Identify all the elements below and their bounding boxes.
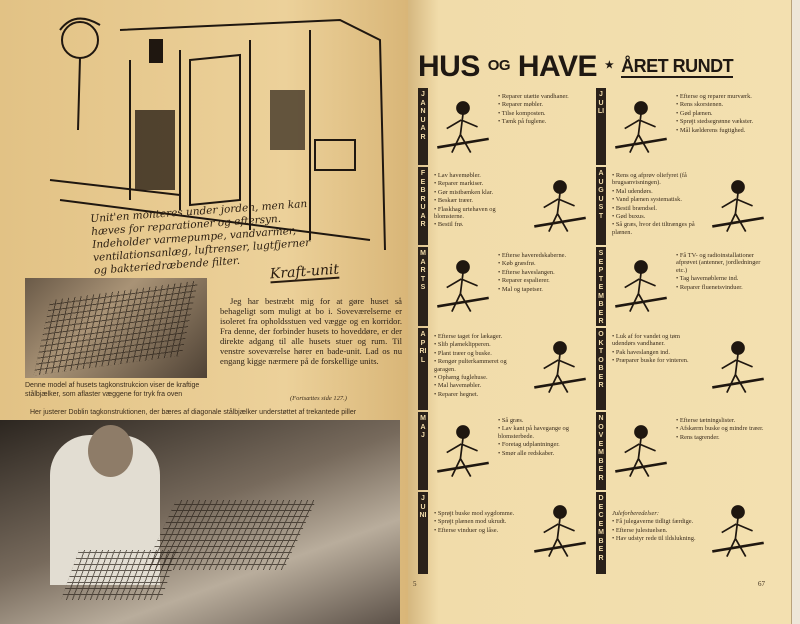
task-item: • Gød buxus. bbox=[612, 213, 702, 220]
worker-illustration bbox=[708, 175, 768, 235]
task-list bbox=[612, 510, 702, 544]
month-december bbox=[596, 492, 772, 574]
task-item: • Lav kant på havegange og blomsterbede. bbox=[498, 425, 588, 440]
month-september bbox=[596, 247, 772, 326]
month-bar bbox=[418, 88, 428, 165]
task-item: • Tag havemøblerne ind. bbox=[676, 275, 766, 282]
worker-illustration bbox=[611, 96, 671, 156]
month-label: JANUAR bbox=[420, 91, 426, 141]
photo-caption: Her justerer Doblin tagkonstruktionen, der bæres af diagonale stålbjælker understøttet af trekantede piller bbox=[30, 409, 357, 416]
task-item: • Efterse og reparer murværk. bbox=[676, 93, 766, 100]
month-juli bbox=[596, 88, 772, 165]
task-item: • Køb græsfrø. bbox=[498, 260, 588, 267]
month-oktober bbox=[596, 328, 772, 410]
title-have: HAVE bbox=[517, 50, 597, 83]
title-og: OG bbox=[487, 57, 511, 74]
month-label: MAJ bbox=[420, 415, 426, 439]
task-item: • Reparer markiser. bbox=[434, 180, 524, 187]
month-label: JULI bbox=[597, 91, 605, 115]
month-bar bbox=[596, 167, 606, 245]
task-item: • Rens skorstenen. bbox=[676, 101, 766, 108]
worker-illustration bbox=[611, 255, 671, 315]
task-item: • Så græs. bbox=[498, 417, 588, 424]
roof-model-photo bbox=[25, 278, 207, 378]
task-item: • Lav havemøbler. bbox=[434, 172, 524, 179]
worker-illustration bbox=[611, 420, 671, 480]
task-list bbox=[676, 252, 766, 292]
kraft-unit-label: Kraft-unit bbox=[269, 261, 340, 283]
title-hus: HUS bbox=[418, 50, 480, 83]
task-item: • Tænk på fuglene. bbox=[498, 118, 588, 125]
month-label: NOVEMBER bbox=[598, 415, 604, 482]
task-item: • Tilse komposten. bbox=[498, 110, 588, 117]
task-item: • Mal havemøbler. bbox=[434, 382, 524, 389]
task-item: • Efterse taget for lækager. bbox=[434, 333, 524, 340]
task-item: • Luk af for vandet og tøm udendørs vandhaner. bbox=[612, 333, 702, 348]
month-bar bbox=[418, 247, 428, 326]
month-label: DECEMBER bbox=[598, 495, 604, 562]
month-label: MARTS bbox=[420, 250, 426, 291]
month-marts bbox=[418, 247, 594, 326]
task-item: • Gør mistbænken klar. bbox=[434, 189, 524, 196]
task-item: • Afskærm buske og mindre træer. bbox=[676, 425, 766, 432]
month-bar bbox=[418, 492, 428, 574]
task-item: • Mal udendørs. bbox=[612, 188, 702, 195]
task-list bbox=[434, 172, 524, 230]
month-label: AUGUST bbox=[598, 170, 604, 220]
task-item: • Plant træer og buske. bbox=[434, 350, 524, 357]
task-item: • Efterse haveredskaberne. bbox=[498, 252, 588, 259]
worker-illustration bbox=[433, 255, 493, 315]
task-item: • Sprøjt buske mod sygdomme. bbox=[434, 510, 524, 517]
task-item: • Rengør pulterkammeret og garagen. bbox=[434, 358, 524, 373]
month-bar bbox=[596, 88, 606, 165]
title-aret-rundt: ÅRET RUNDT bbox=[621, 56, 734, 76]
task-item: • Reparer hegnet. bbox=[434, 391, 524, 398]
worker-illustration bbox=[708, 336, 768, 396]
task-item: • Reparer fluenetsvinduer. bbox=[676, 284, 766, 291]
doblin-photo bbox=[0, 420, 400, 624]
task-item: • Få TV- og radioinstallationer afprøvet (antenner, jordledninger etc.) bbox=[676, 252, 766, 274]
roof-model-caption: Denne model af husets tagkonstrukcion viser de kraftige stålbjælker, som aflaster væggene for tryk fra oven bbox=[25, 382, 200, 398]
task-list bbox=[612, 172, 702, 237]
task-item: • Rens tagrender. bbox=[676, 434, 766, 441]
article-body: Jeg har bestræbt mig for at gøre huset så behageligt som muligt at bo i. Soveværelserne er isoleret fra opholdsstuen ved vægge og en korridor. Fra denne, der forbinder husets to hoveddøre, er der direkte adgang til alle husets stuer og rum. Til venstre soveværelse hører en bade-unit. Lad os nu engang kigge nærmere på de forskellige units. bbox=[220, 296, 402, 366]
month-juni bbox=[418, 492, 594, 574]
task-item: • Sprøjt stedsegrønne vækster. bbox=[676, 118, 766, 125]
task-item: • Sprøjt plænen mod ukrudt. bbox=[434, 518, 524, 525]
month-label: OKTOBER bbox=[598, 331, 604, 389]
task-list bbox=[676, 93, 766, 135]
page-number-left: 5 bbox=[413, 580, 417, 588]
worker-illustration bbox=[530, 175, 590, 235]
task-item: • Bestil brændsel. bbox=[612, 205, 702, 212]
worker-illustration bbox=[530, 336, 590, 396]
task-item: • Mål kælderens fugtighed. bbox=[676, 127, 766, 134]
task-list bbox=[434, 333, 524, 399]
page-title bbox=[418, 50, 733, 84]
task-item: • Reparer utætte vandhaner. bbox=[498, 93, 588, 100]
task-item: • Pak haveslangen ind. bbox=[612, 349, 702, 356]
task-list bbox=[612, 333, 702, 366]
worker-illustration bbox=[708, 500, 768, 560]
month-bar bbox=[596, 247, 606, 326]
month-bar bbox=[596, 412, 606, 490]
task-list bbox=[498, 252, 588, 294]
month-april bbox=[418, 328, 594, 410]
task-item: • Reparer møbler. bbox=[498, 101, 588, 108]
task-item: • Beskær træer. bbox=[434, 197, 524, 204]
task-item: • Reparer espalierer. bbox=[498, 277, 588, 284]
task-intro: Juleforberedelser: bbox=[612, 510, 659, 517]
month-januar bbox=[418, 88, 594, 165]
month-label: APRIL bbox=[419, 331, 427, 364]
worker-illustration bbox=[433, 96, 493, 156]
task-item: • Efterse tætningslister. bbox=[676, 417, 766, 424]
task-item: • Efterse vinduer og låse. bbox=[434, 527, 524, 534]
task-item: • Præparer buske for vinteren. bbox=[612, 357, 702, 364]
task-item: • Så græs, hvor det tiltrænges på plænen. bbox=[612, 221, 702, 236]
man-head bbox=[88, 425, 133, 477]
task-item: • Efterse julestuelsen. bbox=[612, 527, 702, 534]
month-bar bbox=[596, 492, 606, 574]
task-item: • Slib plæneklipperen. bbox=[434, 341, 524, 348]
task-list bbox=[676, 417, 766, 442]
task-item: • Bestil frø. bbox=[434, 221, 524, 228]
task-item: • Hav udstyr rede til ildslukning. bbox=[612, 535, 702, 542]
month-august bbox=[596, 167, 772, 245]
task-item: • Gød plænen. bbox=[676, 110, 766, 117]
task-item: • Ophæng fuglehuse. bbox=[434, 374, 524, 381]
month-label: SEPTEMBER bbox=[598, 250, 604, 325]
month-bar bbox=[418, 167, 428, 245]
month-bar bbox=[418, 328, 428, 410]
task-item: • Få julegaverne tidligt færdige. bbox=[612, 518, 702, 525]
task-item: • Flaskhag urtehaven og blomsterne. bbox=[434, 206, 524, 221]
task-list bbox=[434, 510, 524, 535]
month-label: JUNI bbox=[419, 495, 427, 519]
task-item: • Smør alle redskaber. bbox=[498, 450, 588, 457]
task-item: • Rens og afprøv oliefyret (få brugsanvisningen). bbox=[612, 172, 702, 187]
right-page bbox=[408, 0, 792, 624]
handwritten-note: Unit'en monteres under jorden, men kan hæves for reparationer og eftersyn. Indeholder varmepumpe, vandvarmer, ventilationsanlæg, luftrenser, lugtfjerner og bakteriedræbende filter. bbox=[90, 197, 311, 277]
page-number: 67 bbox=[758, 580, 765, 588]
month-november bbox=[596, 412, 772, 490]
task-list bbox=[498, 417, 588, 458]
worker-illustration bbox=[530, 500, 590, 560]
month-februar bbox=[418, 167, 594, 245]
task-list bbox=[498, 93, 588, 127]
task-item: • Foretag udplantninger. bbox=[498, 441, 588, 448]
task-item: • Efterse haveslangen. bbox=[498, 269, 588, 276]
month-bar bbox=[596, 328, 606, 410]
month-bar bbox=[418, 412, 428, 490]
page-edge bbox=[792, 0, 800, 624]
star-icon: ★ bbox=[604, 60, 614, 71]
month-label: FEBRUAR bbox=[420, 170, 426, 228]
task-item: • Vand plænen systematisk. bbox=[612, 196, 702, 203]
continued-note: (Fortsættes side 127.) bbox=[290, 395, 347, 402]
task-item: • Mal og tapetser. bbox=[498, 286, 588, 293]
worker-illustration bbox=[433, 420, 493, 480]
month-maj bbox=[418, 412, 594, 490]
